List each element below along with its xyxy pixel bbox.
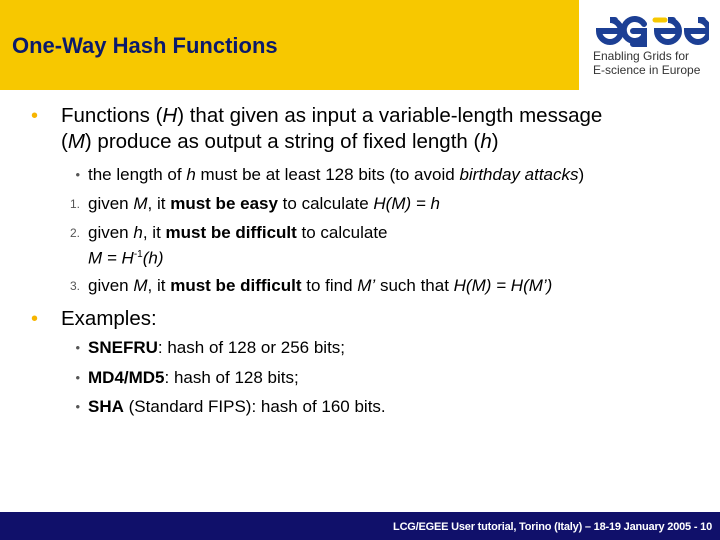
bullet-functions-line1: Functions (H) that given as input a variable-length message [61,104,603,127]
example-marker: • [75,340,80,355]
egee-logo-icon [593,14,709,48]
sub-item-marker: 3. [69,279,80,293]
bullet-marker: • [31,105,39,127]
sub-item-3: 3. given M, it must be difficult to find M’ such that H(M) = H(M’) [88,275,552,297]
logo-tagline-line1: Enabling Grids for [593,49,690,63]
logo-tagline [593,49,700,77]
sub-item-2-formula: $M = H^{-1}(h)$ [88,248,164,268]
sub-item-marker: 2. [69,226,80,240]
sub-item-2: 2. given h, it must be difficult to calculate [88,222,388,244]
bullet-examples [31,306,157,332]
slide-title: One-Way Hash Functions [12,33,278,58]
bullet-marker: • [31,308,39,330]
example-snefru: • SNEFRU: hash of 128 or 256 bits; [88,337,345,359]
logo-tagline-line2: E-science in Europe [593,63,701,77]
bullet-functions-line2: (M) produce as output a string of fixed length (h) [61,130,499,153]
example-sha: • SHA (Standard FIPS): hash of 160 bits. [88,396,386,418]
footer-text: LCG/EGEE User tutorial, Torino (Italy) – 18-19 January 2005 - 10 [393,521,712,533]
sub-item-length: • the length of h must be at least 128 bits (to avoid birthday attacks) [88,164,584,186]
example-marker: • [75,370,80,385]
egee-logo [581,0,720,90]
footer-bar [0,512,720,540]
bullet-examples-text: Examples: [61,307,157,330]
sub-item-1: 1. given M, it must be easy to calculate H(M) = h [88,193,440,215]
title-bar [0,0,579,90]
example-md5: • MD4/MD5: hash of 128 bits; [88,367,299,389]
example-marker: • [75,399,80,414]
sub-item-marker: • [75,167,80,182]
sub-item-marker: 1. [69,197,80,211]
bullet-functions [31,103,701,155]
